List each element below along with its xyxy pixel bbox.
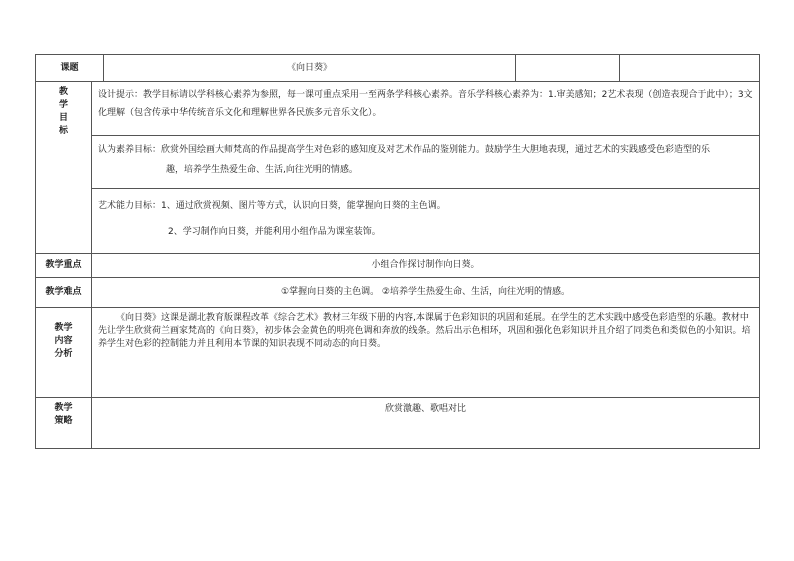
goals-label-char-1: 教 — [58, 87, 68, 97]
lesson-plan-table — [35, 54, 760, 449]
difficulties-label: 教学难点 — [36, 278, 92, 308]
content-label — [36, 308, 92, 398]
cognitive-goal-row — [36, 136, 760, 189]
key-points-row — [36, 254, 760, 278]
topic-title: 《向日葵》 — [104, 55, 516, 82]
ability-goal-row — [36, 189, 760, 254]
content-label-line-1: 教学 — [54, 323, 73, 333]
strategy-label — [36, 398, 92, 449]
design-hint: 设计提示：教学目标请以学科核心素养为参照，每一课可重点采用一至两条学科核心素养。音乐学科核心素养为：1.审美感知；2艺术表现（创造表现合于此中）；3文化理解（包含传承中华传统音乐文化和理解世界各民族多元音乐文化）。 — [92, 82, 760, 136]
ability-goal-line-2: 2、学习制作向日葵，并能利用小组作品为课室装饰。 — [168, 227, 381, 237]
goals-hint-row — [36, 82, 760, 136]
content-text: 《向日葵》这课是湖北教育版课程改革《综合艺术》教材三年级下册的内容,本课属于色彩知识的巩固和延展。在学生的艺术实践中感受色彩造型的乐趣。教材中先让学生欣赏荷兰画家梵高的《向日葵》，初步体会金黄色的明亮色调和奔放的线条。然后出示色相环，巩固和强化色彩知识并且介绍了同类色和类似色的小知识。培养学生对色彩的控制能力并且利用本节课的知识表现不同动态的向日葵。 — [92, 308, 760, 398]
content-label-line-3: 分析 — [54, 349, 73, 359]
goals-label-char-2: 学 — [58, 100, 68, 110]
topic-empty-cell-2 — [620, 55, 760, 82]
cognitive-goal — [92, 136, 760, 189]
key-points-label: 教学重点 — [36, 254, 92, 278]
lesson-plan-sheet — [35, 54, 759, 478]
content-row — [36, 308, 760, 398]
goals-label — [36, 82, 92, 254]
strategy-label-line-2: 策略 — [54, 416, 73, 426]
topic-label: 课题 — [36, 55, 104, 82]
key-points-text: 小组合作探讨制作向日葵。 — [92, 254, 760, 278]
difficulties-text: ①掌握向日葵的主色调。 ②培养学生热爱生命、生活，向往光明的情感。 — [92, 278, 760, 308]
content-label-line-2: 内容 — [54, 336, 73, 346]
strategy-label-line-1: 教学 — [54, 403, 73, 413]
cognitive-goal-line-1: 认为素养目标：欣赏外国绘画大师梵高的作品提高学生对色彩的感知度及对艺术作品的鉴别能力。鼓励学生大胆地表现，通过艺术的实践感受色彩造型的乐 — [98, 145, 711, 155]
cognitive-goal-line-2: 趣，培养学生热爱生命、生活,向往光明的情感。 — [166, 165, 358, 175]
goals-label-char-4: 标 — [58, 126, 68, 136]
ability-goal-line-1: 艺术能力目标：1、通过欣赏视频、图片等方式，认识向日葵，能掌握向日葵的主色调。 — [98, 201, 446, 211]
topic-row — [36, 55, 760, 82]
strategy-text: 欣赏激趣、歌唱对比 — [92, 398, 760, 449]
difficulties-row — [36, 278, 760, 308]
topic-empty-cell-1 — [516, 55, 620, 82]
strategy-row — [36, 398, 760, 449]
ability-goal — [92, 189, 760, 254]
goals-label-char-3: 目 — [58, 113, 68, 123]
